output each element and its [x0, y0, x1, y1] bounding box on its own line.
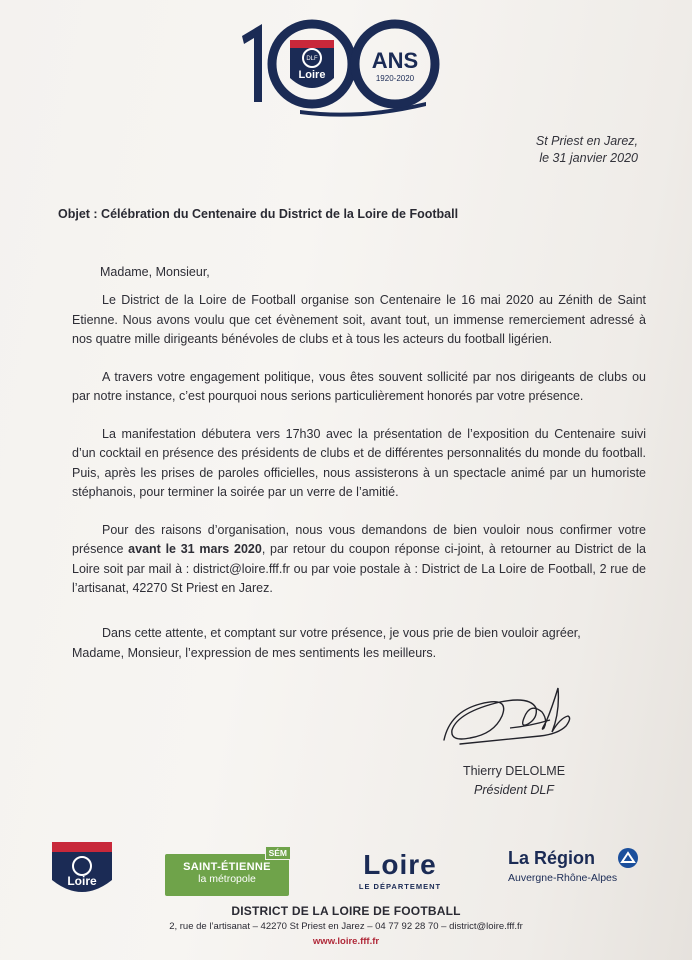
district-loire-logo	[50, 838, 114, 902]
paragraph-3: La manifestation débutera vers 17h30 avec la présentation de l’exposition du Centenaire suivi d’un cocktail en présence des présidents de clubs et de différentes personnalités du monde du football. Puis, après les prises de paroles officielles, nous assisterons à un spectacle animé par un humoriste stéphanois, pour terminer la soirée par un verre de l’amitié.	[72, 426, 646, 499]
logo-badge-sub: DLF	[306, 56, 318, 62]
signer-role: Président DLF	[474, 783, 554, 797]
place-line: St Priest en Jarez,	[535, 134, 638, 148]
closing-formula	[72, 624, 646, 663]
region-main-text: La Région	[508, 848, 596, 868]
handwritten-signature	[440, 682, 580, 754]
date-line: le 31 janvier 2020	[539, 151, 638, 165]
place-date	[536, 133, 638, 167]
signer-block	[454, 762, 574, 800]
ste-sub-text: la métropole	[198, 873, 256, 885]
dept-sub-text: LE DÉPARTEMENT	[358, 882, 442, 891]
ste-main-text: SAINT-ÉTIENNE	[183, 861, 271, 873]
footer-address: 2, rue de l’artisanat – 42270 St Priest en Jarez – 04 77 92 28 70 – district@loire.fff.fr	[169, 921, 523, 932]
greeting: Madame, Monsieur,	[100, 265, 210, 279]
paragraph-2: A travers votre engagement politique, vous êtes souvent sollicité par nos dirigeants de clubs ou par notre instance, c’est pourquoi nous serions particulièrement honorés par votre présence.	[72, 369, 646, 403]
closing-line-2: Madame, Monsieur, l’expression de mes sentiments les meilleurs.	[72, 645, 437, 660]
region-aura-logo	[508, 846, 644, 894]
region-mountain-icon	[618, 848, 638, 868]
logo-badge-text: Loire	[298, 69, 326, 81]
paragraph-1: Le District de la Loire de Football organise son Centenaire le 16 mai 2020 au Zénith de Saint Etienne. Nous avons voulu que cet évènement soit, avant tout, un immense remerciement adressé à nos quatre mille dirigeants bénévoles de clubs et à tous les acteurs du football ligérien.	[72, 293, 646, 346]
centenary-logo	[240, 14, 440, 118]
paragraph-4-end: , par retour du coupon réponse ci-joint, à retourner au District de la Loire soit par mail à : district@loire.fff.fr ou par voie postale à : District de La Loire de Football, 2 rue de l’artisanat, 42270 St Priest en Jarez.	[72, 542, 646, 595]
signer-name: Thierry DELOLME	[462, 764, 566, 778]
footer-website-link[interactable]: www.loire.fff.fr	[312, 936, 380, 947]
logo-years: 1920-2020	[375, 74, 415, 83]
closing-line-1: Dans cette attente, et comptant sur votre présence, je vous prie de bien vouloir agréer,	[102, 626, 581, 640]
letter-subject: Objet : Célébration du Centenaire du District de la Loire de Football	[58, 207, 459, 221]
letter-body	[72, 291, 646, 617]
logo-ans: ANS	[371, 48, 419, 73]
loire-departement-logo	[350, 850, 450, 894]
deadline-highlight: avant le 31 mars 2020	[128, 542, 262, 556]
dept-main-text: Loire	[363, 849, 437, 880]
ste-badge: SÉM	[265, 846, 291, 860]
footer-district-name: DISTRICT DE LA LOIRE DE FOOTBALL	[231, 904, 461, 918]
paragraph-4	[72, 521, 646, 599]
ste-box	[165, 854, 289, 896]
paragraph-4-start: Pour des raisons d’organisation, nous vous demandons de bien vouloir nous confirmer votre présence	[72, 522, 646, 556]
saint-etienne-metropole-logo	[165, 848, 291, 898]
region-sub-text: Auvergne-Rhône-Alpes	[508, 872, 618, 884]
footer-loire-badge-text: Loire	[67, 874, 97, 888]
